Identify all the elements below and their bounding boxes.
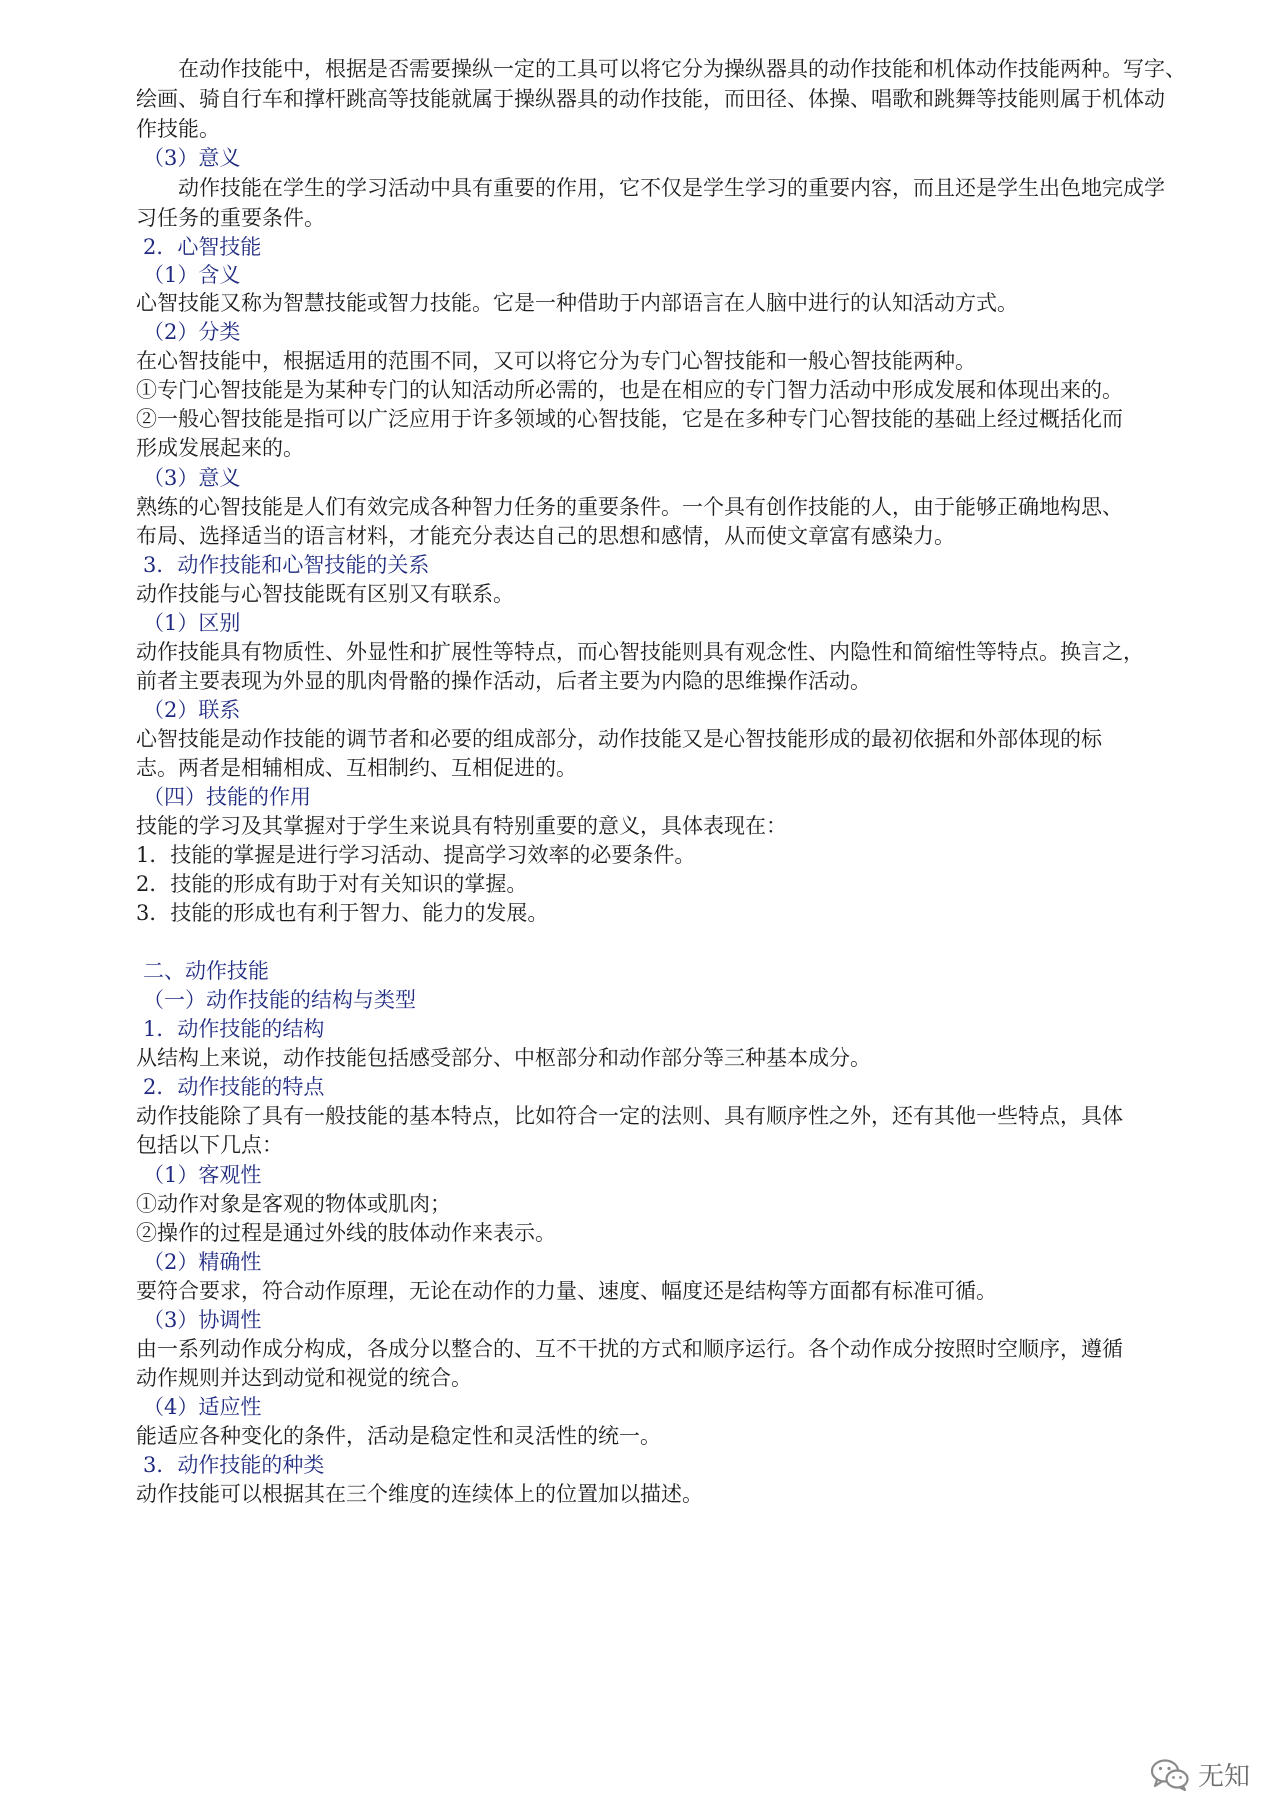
text-line: 动作技能具有物质性、外显性和扩展性等特点，而心智技能则具有观念性、内隐性和简缩性等特点。换言之，: [136, 640, 1144, 664]
text-line: 3．技能的形成也有利于智力、能力的发展。: [136, 901, 549, 925]
text-line: 布局、选择适当的语言材料，才能充分表达自己的思想和感情，从而使文章富有感染力。: [136, 524, 955, 548]
text-line: 动作技能可以根据其在三个维度的连续体上的位置加以描述。: [136, 1482, 703, 1506]
section-heading: （一）动作技能的结构与类型: [143, 988, 416, 1012]
wechat-icon: [1150, 1758, 1190, 1792]
text-line: 动作技能与心智技能既有区别又有联系。: [136, 582, 514, 606]
section-heading: 2．动作技能的特点: [143, 1075, 325, 1099]
text-line: 动作技能在学生的学习活动中具有重要的作用，它不仅是学生学习的重要内容，而且还是学生出色地完成学: [136, 176, 1165, 200]
watermark: [1150, 1756, 1250, 1793]
text-line: 绘画、骑自行车和撑杆跳高等技能就属于操纵器具的动作技能，而田径、体操、唱歌和跳舞等技能则属于机体动: [136, 87, 1165, 111]
section-heading: （1）客观性: [143, 1163, 262, 1187]
section-heading: （3）协调性: [143, 1308, 262, 1332]
text-line: 技能的学习及其掌握对于学生来说具有特别重要的意义，具体表现在：: [136, 814, 787, 838]
text-line: 前者主要表现为外显的肌肉骨骼的操作活动，后者主要为内隐的思维操作活动。: [136, 669, 871, 693]
text-line: 从结构上来说，动作技能包括感受部分、中枢部分和动作部分等三种基本成分。: [136, 1046, 871, 1070]
text-line: ②一般心智技能是指可以广泛应用于许多领域的心智技能，它是在多种专门心智技能的基础上经过概括化而: [136, 407, 1123, 431]
section-heading: （1）区别: [143, 611, 241, 635]
text-line: ①专门心智技能是为某种专门的认知活动所必需的，也是在相应的专门智力活动中形成发展和体现出来的。: [136, 378, 1123, 402]
text-line: 要符合要求，符合动作原理，无论在动作的力量、速度、幅度还是结构等方面都有标准可循。: [136, 1279, 997, 1303]
text-line: 由一系列动作成分构成，各成分以整合的、互不干扰的方式和顺序运行。各个动作成分按照时空顺序，遵循: [136, 1337, 1123, 1361]
text-line: 心智技能是动作技能的调节者和必要的组成部分，动作技能又是心智技能形成的最初依据和外部体现的标: [136, 727, 1102, 751]
section-heading: 3．动作技能的种类: [143, 1453, 325, 1477]
section-heading: （4）适应性: [143, 1395, 262, 1419]
text-line: 志。两者是相辅相成、互相制约、互相促进的。: [136, 756, 577, 780]
section-heading: （2）分类: [143, 320, 241, 344]
section-heading: 3．动作技能和心智技能的关系: [143, 553, 430, 577]
watermark-text: 无知: [1197, 1762, 1250, 1792]
section-heading: （四）技能的作用: [143, 785, 311, 809]
text-line: 心智技能又称为智慧技能或智力技能。它是一种借助于内部语言在人脑中进行的认知活动方式。: [136, 291, 1018, 315]
section-heading: （2）精确性: [143, 1250, 262, 1274]
text-line: 作技能。: [136, 117, 220, 141]
text-line: 动作规则并达到动觉和视觉的统合。: [136, 1366, 472, 1390]
section-heading: （1）含义: [143, 263, 241, 287]
section-heading: （3）意义: [143, 466, 241, 490]
text-line: 形成发展起来的。: [136, 436, 304, 460]
text-line: 在动作技能中，根据是否需要操纵一定的工具可以将它分为操纵器具的动作技能和机体动作技能两种。写字、: [136, 57, 1186, 81]
text-line: 习任务的重要条件。: [136, 206, 325, 230]
text-line: ②操作的过程是通过外线的肢体动作来表示。: [136, 1221, 556, 1245]
section-heading: （3）意义: [143, 146, 241, 170]
text-line: 能适应各种变化的条件，活动是稳定性和灵活性的统一。: [136, 1424, 661, 1448]
text-line: 2．技能的形成有助于对有关知识的掌握。: [136, 872, 528, 896]
text-line: 动作技能除了具有一般技能的基本特点，比如符合一定的法则、具有顺序性之外，还有其他一些特点，具体: [136, 1104, 1123, 1128]
text-line: 在心智技能中，根据适用的范围不同，又可以将它分为专门心智技能和一般心智技能两种。: [136, 349, 976, 373]
text-line: 1．技能的掌握是进行学习活动、提高学习效率的必要条件。: [136, 843, 696, 867]
text-line: 包括以下几点：: [136, 1133, 283, 1157]
section-heading: 1．动作技能的结构: [143, 1017, 325, 1041]
section-heading: 二、动作技能: [143, 959, 269, 983]
text-line: ①动作对象是客观的物体或肌肉；: [136, 1192, 451, 1216]
section-heading: 2．心智技能: [143, 235, 262, 259]
section-heading: （2）联系: [143, 698, 241, 722]
text-line: 熟练的心智技能是人们有效完成各种智力任务的重要条件。一个具有创作技能的人，由于能够正确地构思、: [136, 495, 1123, 519]
